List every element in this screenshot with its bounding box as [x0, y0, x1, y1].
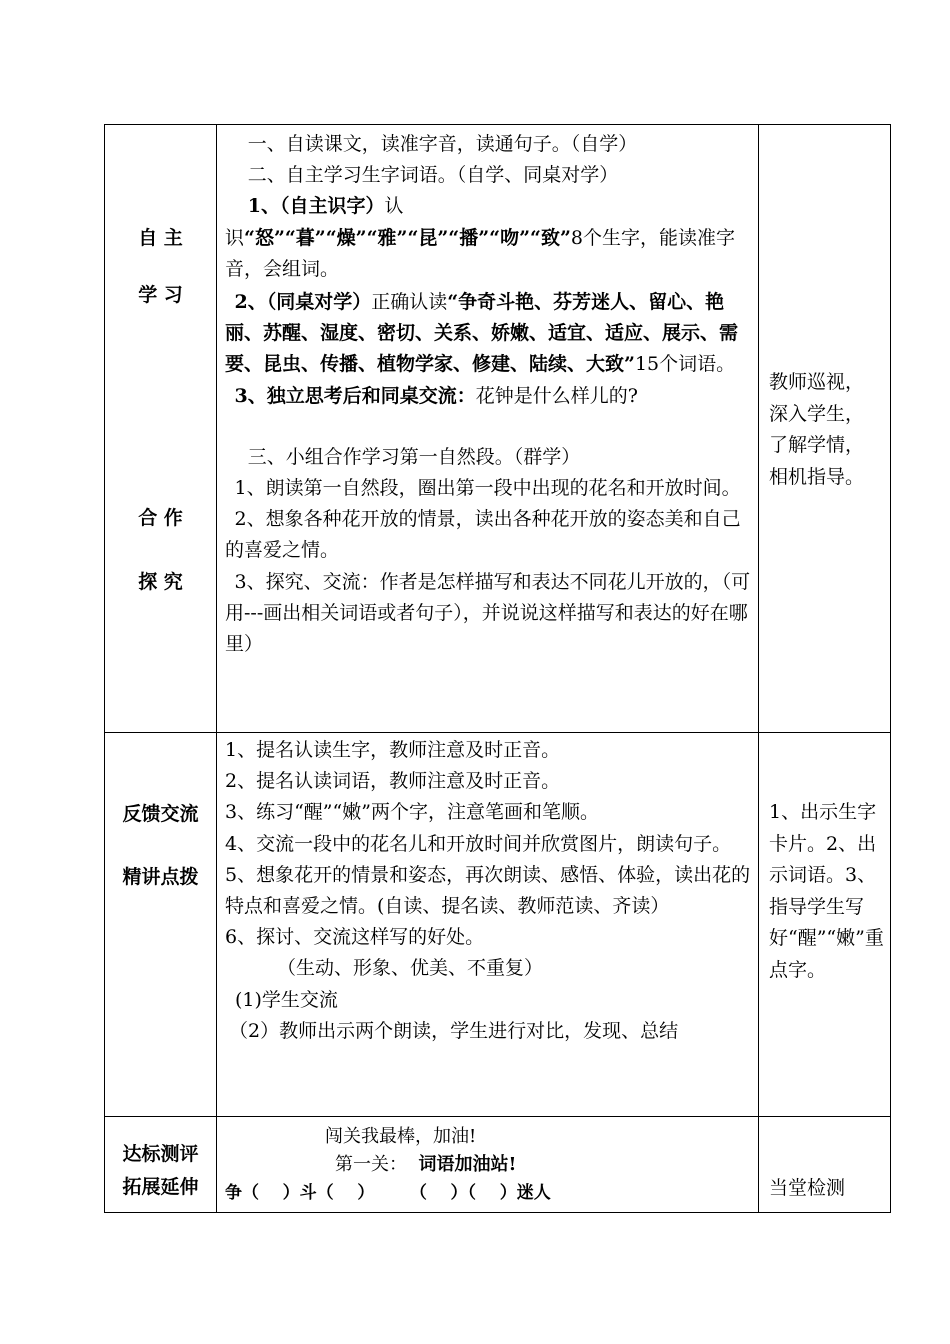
feedback-line-1: 1、提名认读生字，教师注意及时正音。	[225, 739, 561, 761]
feedback-note: 1、出示生字卡片。2、出示词语。3、指导学生写好“醒”“嫩”重点字。	[769, 801, 884, 981]
note-cell-feedback	[759, 733, 891, 1117]
study-line-8: 2、想象各种花开放的情景，读出各种花开放的姿态美和自己的喜爱之情。	[225, 508, 741, 562]
study-line-6: 三、小组合作学习第一自然段。（群学）	[247, 445, 581, 468]
stage-label-hezuo: 合 作	[138, 507, 183, 529]
feedback-line-6: 6、探讨、交流这样写的好处。	[225, 926, 485, 949]
note-cell-study	[759, 125, 891, 733]
stage-label-zizhu: 自 主	[138, 227, 183, 249]
row-study	[105, 125, 891, 733]
study-line-3-bold-b: “怒”“暮”“燥”“雅”“昆”“播”“吻”“致”	[244, 226, 571, 249]
test-line-3: 争（ ）斗（ ） （ ）（ ）迷人	[225, 1183, 551, 1203]
test-line-2	[225, 1151, 752, 1179]
note-cell-test	[759, 1117, 891, 1213]
study-line-4-plain-b: 15个词语。	[634, 353, 736, 376]
content-cell-feedback	[217, 733, 759, 1117]
feedback-line-9: （2）教师出示两个朗读，学生进行对比，发现、总结	[229, 1019, 679, 1042]
stage-label-jingjiang: 精讲点拨	[122, 866, 199, 888]
feedback-line-2: 2、提名认读词语，教师注意及时正音。	[225, 770, 561, 793]
lesson-plan-table	[104, 124, 891, 1213]
test-line-2-plain: 第一关：	[335, 1154, 407, 1175]
test-content	[217, 1117, 758, 1209]
feedback-line-4: 4、交流一段中的花名儿和开放时间并欣赏图片，朗读句子。	[225, 832, 732, 855]
study-line-5-plain: 花钟是什么样儿的?	[475, 384, 638, 407]
study-line-3	[225, 191, 752, 285]
study-line-3-plain-a: 认识	[225, 195, 404, 249]
feedback-line-8: (1)学生交流	[235, 988, 338, 1011]
stage-cell-feedback	[105, 733, 217, 1117]
stage-label-dabiao: 达标测评	[122, 1143, 199, 1165]
study-note: 教师巡视，深入学生，了解学情，相机指导。	[769, 371, 865, 488]
feedback-line-3: 3、练习“醒”“嫩”两个字，注意笔画和笔顺。	[225, 801, 599, 824]
study-line-4-plain-a: 正确认读	[371, 291, 448, 314]
study-line-3-plain-b: 8个生字，能读准字音，会组词。	[225, 226, 735, 280]
row-test	[105, 1117, 891, 1213]
stage-cell-study	[105, 125, 217, 733]
row-feedback	[105, 733, 891, 1117]
study-line-4	[225, 287, 752, 381]
test-note: 当堂检测	[769, 1177, 846, 1199]
study-line-1: 一、自读课文，读准字音，读通句子。（自学）	[247, 133, 638, 155]
stage-label-tuozhan: 拓展延伸	[122, 1176, 199, 1198]
study-line-4-bold-a: 2、（同桌对学）	[234, 291, 372, 314]
feedback-content	[217, 733, 758, 1049]
content-cell-test	[217, 1117, 759, 1213]
test-line-1: 闯关我最棒，加油!	[325, 1126, 477, 1147]
test-line-2-bold: 词语加油站!	[418, 1154, 517, 1175]
study-line-2: 二、自主学习生字词语。（自学、同桌对学）	[247, 164, 619, 187]
study-content	[217, 125, 758, 662]
study-line-5	[225, 381, 752, 412]
feedback-line-5: 5、想象花开的情景和姿态，再次朗读、感悟、体验，读出花的特点和喜爱之情。(自读、提名读、教师范读、齐读）	[225, 863, 751, 918]
study-line-5-bold: 3、独立思考后和同桌交流：	[234, 384, 476, 407]
stage-label-tanjiu: 探 究	[138, 571, 183, 593]
study-line-3-bold-a: 1、（自主识字）	[247, 195, 385, 218]
stage-label-fankui: 反馈交流	[122, 803, 199, 825]
stage-label-xuexi: 学 习	[138, 284, 183, 306]
study-line-4-bold-b: “争奇斗艳、芬芳迷人、留心、艳丽、苏醒、湿度、密切、关系、娇嫩、适宜、适应、展示、需要、昆虫、传播、植物学家、修建、陆续、大致”	[225, 291, 739, 376]
feedback-line-7: （生动、形象、优美、不重复）	[277, 957, 544, 980]
study-line-7: 1、朗读第一自然段，圈出第一段中出现的花名和开放时间。	[234, 477, 741, 500]
stage-cell-test	[105, 1117, 217, 1213]
content-cell-study	[217, 125, 759, 733]
study-line-9: 3、探究、交流：作者是怎样描写和表达不同花儿开放的，（可用---画出相关词语或者句子），并说说这样描写和表达的好在哪里）	[225, 570, 751, 656]
